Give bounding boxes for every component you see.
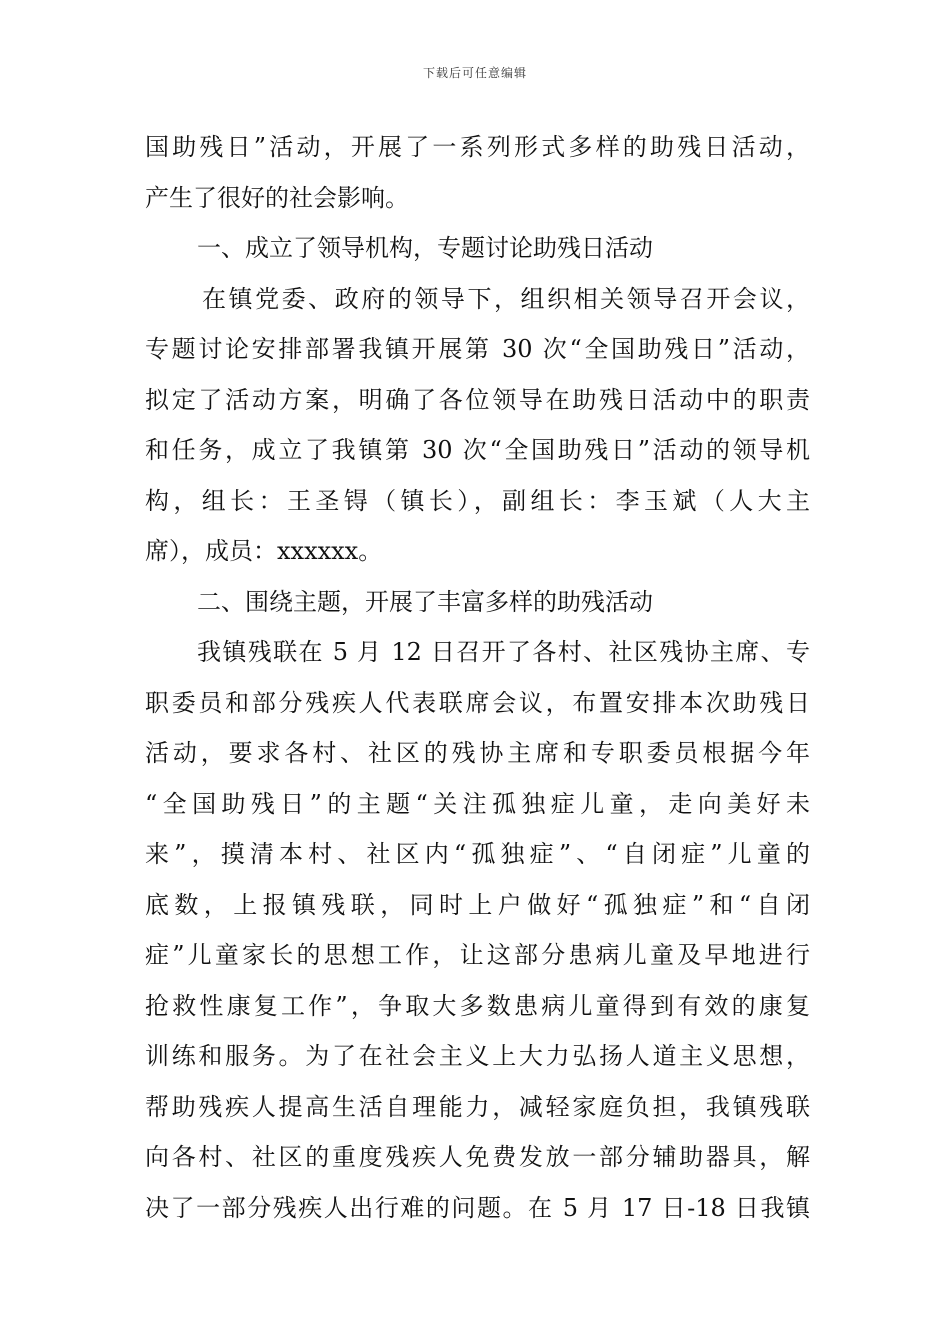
paragraph-line: 职委员和部分残疾人代表联席会议，布置安排本次助残日 bbox=[145, 688, 810, 717]
paragraph-line: 我镇残联在 5 月 12 日召开了各村、社区残协主席、专 bbox=[197, 638, 810, 666]
paragraph-line: 席），成员：xxxxxx。 bbox=[145, 537, 383, 565]
paragraph-line: 决了一部分残疾人出行难的问题。在 5 月 17 日-18 日我镇 bbox=[145, 1193, 810, 1222]
paragraph-line: 和任务，成立了我镇第 30 次“全国助残日”活动的领导机 bbox=[145, 436, 810, 464]
section-heading-2: 二、围绕主题，开展了丰富多样的助残活动 bbox=[197, 587, 653, 616]
paragraph-line: 来”，摸清本村、社区内“孤独症”、“自闭症”儿童的 bbox=[145, 840, 810, 868]
paragraph-line: 训练和服务。为了在社会主义上大力弘扬人道主义思想， bbox=[145, 1042, 810, 1070]
paragraph-line: 抢救性康复工作”，争取大多数患病儿童得到有效的康复 bbox=[145, 991, 810, 1020]
paragraph-line: 帮助残疾人提高生活自理能力，减轻家庭负担，我镇残联 bbox=[145, 1092, 810, 1121]
paragraph-line: 构，组长：王圣锝（镇长），副组长：李玉斌（人大主 bbox=[145, 486, 810, 515]
paragraph-line: 活动，要求各村、社区的残协主席和专职委员根据今年 bbox=[145, 739, 810, 767]
paragraph-line: 拟定了活动方案，明确了各位领导在助残日活动中的职责 bbox=[145, 385, 810, 414]
paragraph-line: 国助残日”活动，开展了一系列形式多样的助残日活动， bbox=[145, 133, 810, 161]
page-header: 下载后可任意编辑 bbox=[422, 66, 527, 80]
paragraph-line: 底数，上报镇残联，同时上户做好“孤独症”和“自闭 bbox=[145, 890, 810, 919]
paragraph-line: 在镇党委、政府的领导下，组织相关领导召开会议， bbox=[202, 284, 810, 313]
section-heading-1: 一、成立了领导机构，专题讨论助残日活动 bbox=[197, 234, 653, 262]
paragraph-line: 产生了很好的社会影响。 bbox=[145, 183, 409, 212]
paragraph-line: 向各村、社区的重度残疾人免费发放一部分辅助器具，解 bbox=[145, 1143, 810, 1171]
paragraph-line: 症”儿童家长的思想工作，让这部分患病儿童及早地进行 bbox=[145, 941, 810, 969]
document-body bbox=[145, 122, 810, 1233]
paragraph-line: “全国助残日”的主题“关注孤独症儿童，走向美好未 bbox=[145, 789, 810, 818]
paragraph-line: 专题讨论安排部署我镇开展第 30 次“全国助残日”活动， bbox=[145, 335, 810, 363]
